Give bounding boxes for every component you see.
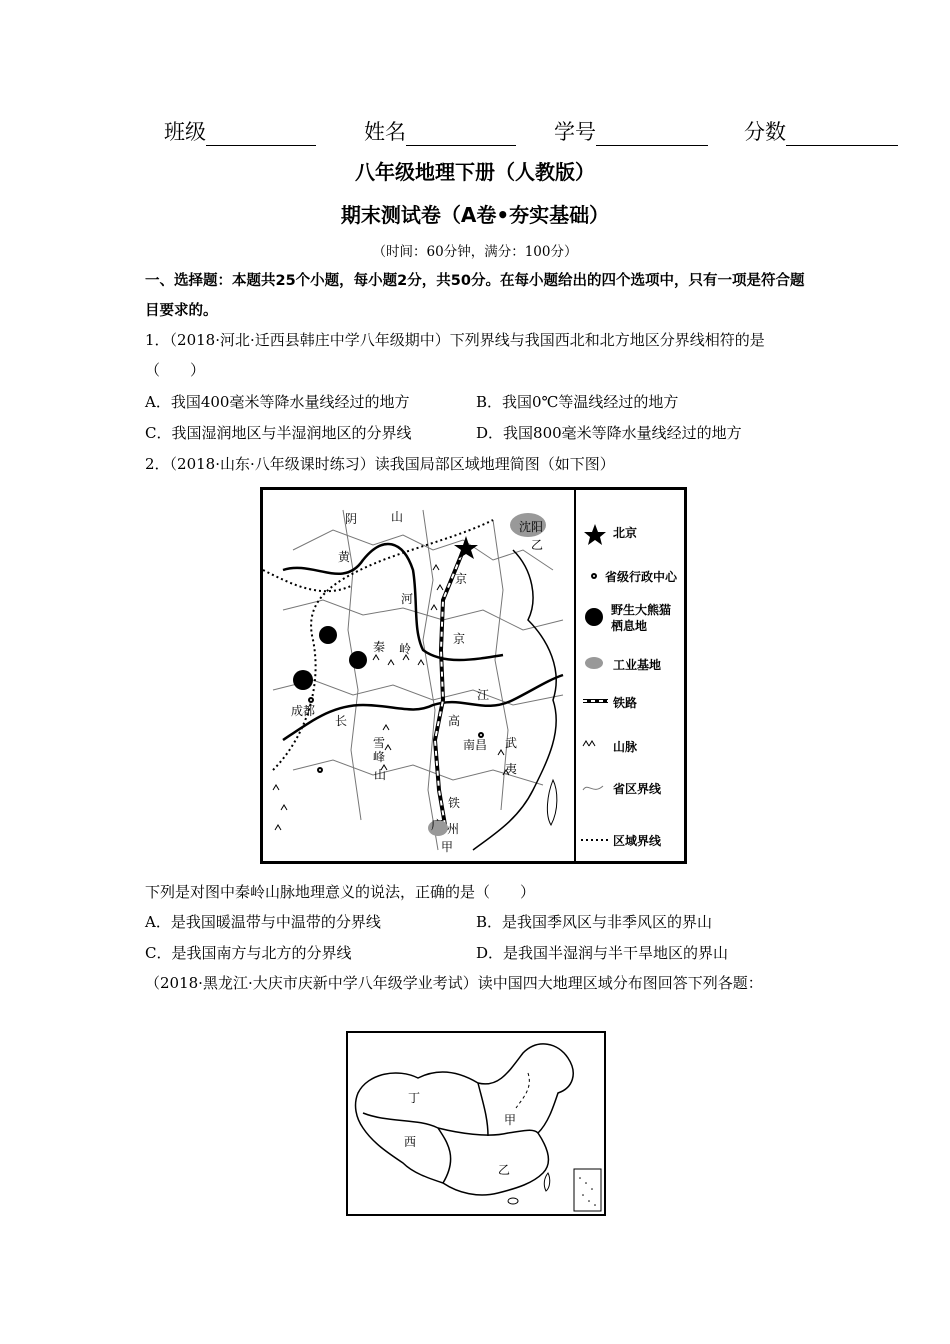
q1-option-d: D．我国800毫米等降水量线经过的地方	[476, 424, 742, 442]
q1-option-a: A．我国400毫米等降水量线经过的地方	[145, 393, 410, 411]
class-blank	[206, 125, 316, 146]
map-label-qin: 秦	[373, 640, 386, 654]
id-field	[554, 116, 708, 146]
legend-beijing: 北京	[613, 526, 638, 540]
map-label-jia: 甲	[441, 840, 454, 854]
map-label-jiang: 江	[477, 688, 490, 702]
q2-stem: 2．（2018·山东·八年级课时练习）读我国局部区域地理简图（如下图）	[145, 455, 615, 473]
china-regions-map	[346, 1031, 606, 1216]
map-label-jing: 京	[455, 572, 468, 586]
map-label-guang: 广	[431, 818, 444, 832]
page-subtitle: 期末测试卷（A卷•夯实基础）	[340, 203, 610, 227]
map-label-gao: 高	[448, 714, 461, 728]
name-field	[364, 116, 516, 146]
legend-panda: 野生大熊猫栖息地	[611, 603, 672, 633]
q2-follow: 下列是对图中秦岭山脉地理意义的说法，正确的是（ ）	[145, 883, 536, 901]
map-label-yin: 阴	[345, 512, 358, 526]
map-label-tie: 铁	[448, 796, 461, 810]
score-label: 分数	[744, 120, 786, 144]
score-blank	[786, 125, 898, 146]
legend-capital: 省级行政中心	[605, 570, 678, 584]
map-label-huang: 黄	[338, 550, 351, 564]
map-label-ling: 岭	[399, 642, 412, 656]
regional-map	[260, 487, 687, 864]
q2-option-a: A．是我国暖温带与中温带的分界线	[145, 913, 381, 931]
legend-boundary: 省区界线	[613, 782, 662, 796]
map-label-wu: 武	[505, 736, 518, 750]
map-label-he: 河	[401, 592, 414, 606]
score-field	[744, 116, 898, 146]
name-blank	[406, 125, 516, 146]
section-instruction: 一、选择题：本题共25个小题，每小题2分，共50分。在每小题给出的四个选项中，只有一项是符合题目要求的。	[145, 273, 805, 319]
class-label: 班级	[164, 120, 206, 144]
legend-region-line: 区域界线	[613, 834, 662, 848]
map2-label-xi: 西	[404, 1135, 417, 1149]
q1-option-c: C．我国湿润地区与半湿润地区的分界线	[145, 424, 412, 442]
regional-map-graphic	[263, 490, 684, 861]
map-label-shan: 山	[391, 510, 404, 524]
name-label: 姓名	[364, 120, 406, 144]
q1-option-b: B．我国0℃等温线经过的地方	[476, 393, 679, 411]
map2-label-jia: 甲	[504, 1113, 517, 1127]
map-label-shenyang: 沈阳	[519, 520, 544, 534]
map-label-chang: 长	[335, 714, 348, 728]
q3-intro: （2018·黑龙江·大庆市庆新中学八年级学业考试）读中国四大地理区域分布图回答下列各题：	[145, 974, 763, 992]
q2-option-c: C．是我国南方与北方的分界线	[145, 944, 352, 962]
q2-option-d: D．是我国半湿润与半干旱地区的界山	[476, 944, 729, 962]
map-label-jing2: 京	[453, 632, 466, 646]
map-label-yi: 乙	[531, 538, 544, 552]
map-label-yi2: 夷	[505, 762, 518, 776]
map-label-shan2: 山	[374, 768, 387, 782]
china-regions-graphic	[348, 1033, 604, 1214]
map-label-nanchang: 南昌	[463, 738, 488, 752]
id-blank	[596, 125, 708, 146]
legend-mountain: 山脉	[613, 740, 638, 754]
map2-label-ding: 丁	[408, 1091, 421, 1105]
map-label-chengdu: 成都	[291, 704, 316, 718]
map2-label-yi: 乙	[498, 1163, 511, 1177]
legend-industry: 工业基地	[613, 658, 662, 672]
time-info: （时间：60分钟，满分：100分）	[372, 244, 578, 260]
q1-stem: 1．（2018·河北·迁西县韩庄中学八年级期中）下列界线与我国西北和北方地区分界线相符的是（ ）	[145, 331, 765, 379]
class-field	[164, 116, 316, 146]
q2-option-b: B．是我国季风区与非季风区的界山	[476, 913, 713, 931]
id-label: 学号	[554, 120, 596, 144]
page-title: 八年级地理下册（人教版）	[355, 160, 595, 184]
legend-railway: 铁路	[613, 696, 638, 710]
map-label-xuefeng: 雪峰	[373, 736, 386, 764]
map-label-zhou: 州	[447, 822, 460, 836]
